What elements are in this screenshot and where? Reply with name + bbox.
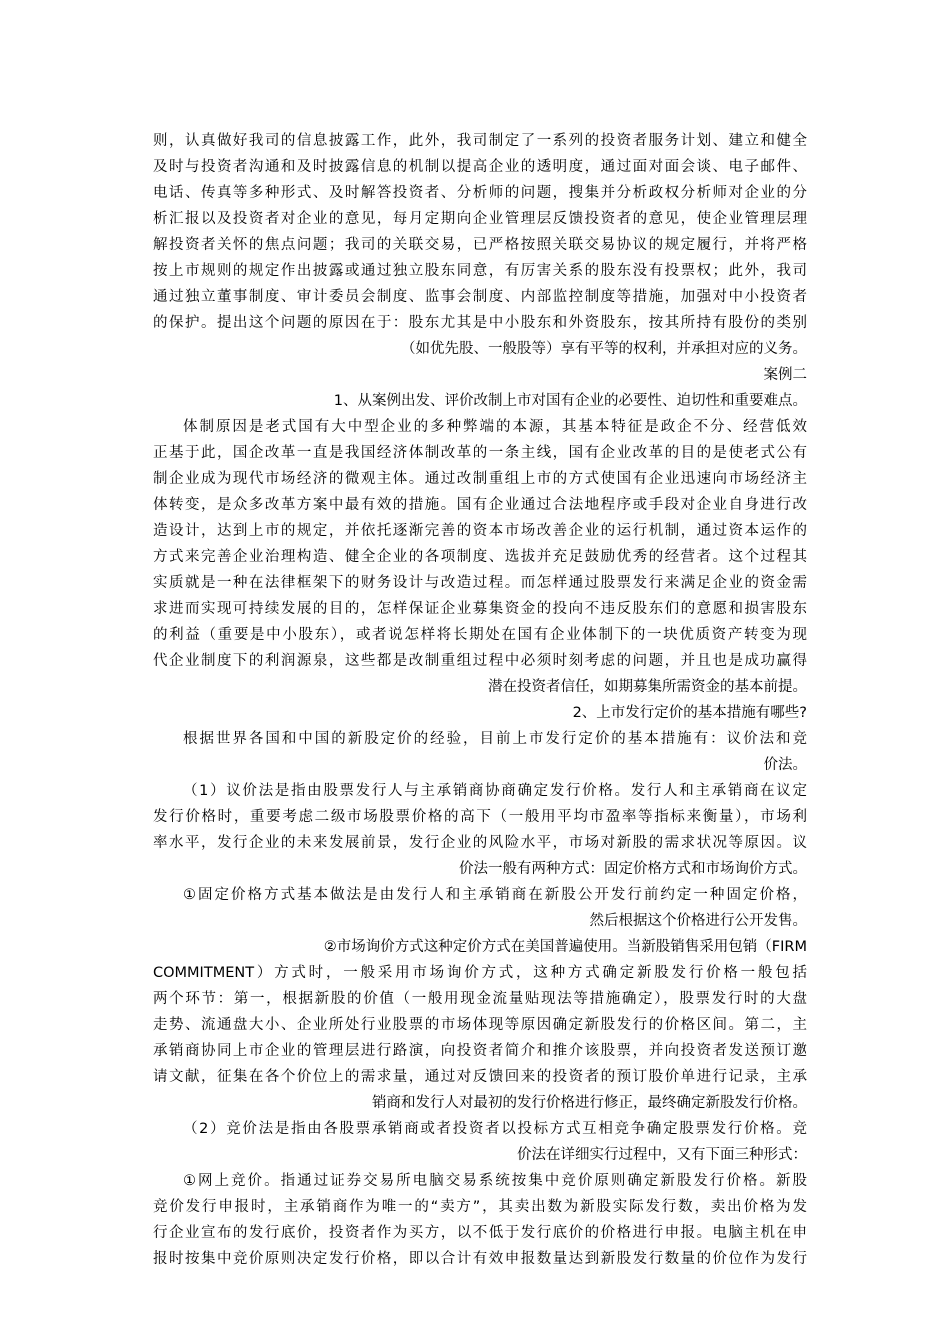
text-line: 走势、流通盘大小、企业所处行业股票的市场体现等原因确定新股发行的价格区间。第二，主 (153, 1017, 807, 1033)
text-line: 率水平，发行企业的未来发展前景，发行企业的风险水平，市场对新股的需求状况等原因。议 (153, 835, 807, 851)
text-line: ①固定价格方式基本做法是由发行人和主承销商在新股公开发行前约定一种固定价格， (183, 887, 807, 903)
text-line: 价法一般有两种方式：固定价格方式和市场询价方式。 (459, 861, 807, 877)
text-line: 价法。 (763, 757, 807, 773)
text-line: ①网上竞价。指通过证券交易所电脑交易系统按集中竞价原则确定新股发行价格。新股 (183, 1173, 807, 1189)
text-line: COMMITMENT）方式时，一般采用市场询价方式，这种方式确定新股发行价格一般包括 (153, 965, 807, 981)
text-line: 潜在投资者信任，如期募集所需资金的基本前提。 (488, 679, 807, 695)
text-line: 价法在详细实行过程中，又有下面三种形式： (517, 1147, 807, 1163)
text-line: 请文献，征集在各个价位上的需求量，通过对反馈回来的投资者的预订股价单进行记录，主承 (153, 1069, 807, 1085)
text-line: 报时按集中竞价原则决定发行价格，即以合计有效申报数量达到新股发行数量的价位作为发行 (153, 1251, 807, 1267)
text-line: 正基于此，国企改革一直是我国经济体制改革的一条主线，国有企业改革的目的是使老式公有 (153, 445, 807, 461)
text-line: 按上市规则的规定作出披露或通过独立股东同意，有厉害关系的股东没有投票权；此外，我司 (153, 263, 807, 279)
text-line: 的保护。提出这个问题的原因在于：股东尤其是中小股东和外资股东，按其所持有股份的类别 (153, 315, 807, 331)
text-line: 销商和发行人对最初的发行价格进行修正，最终确定新股发行价格。 (372, 1095, 807, 1111)
text-line: 行企业宣布的发行底价，投资者作为买方，以不低于发行底价的价格进行申报。电脑主机在申 (153, 1225, 807, 1241)
text-line: 造设计，达到上市的规定，并依托逐渐完善的资本市场改善企业的运行机制，通过资本运作的 (153, 523, 807, 539)
text-line: 解投资者关怀的焦点问题；我司的关联交易，已严格按照关联交易协议的规定履行，并将严格 (153, 237, 807, 253)
question-heading: 2、上市发行定价的基本措施有哪些? (572, 705, 807, 721)
text-line: 则，认真做好我司的信息披露工作，此外，我司制定了一系列的投资者服务计划、建立和健全 (153, 133, 807, 149)
text-line: 析汇报以及投资者对企业的意见，每月定期向企业管理层反馈投资者的意见，使企业管理层理 (153, 211, 807, 227)
text-line: 发行价格时，重要考虑二级市场股票价格的高下（一般用平均市盈率等指标来衡量），市场利 (153, 809, 807, 825)
text-line: 制企业成为现代市场经济的微观主体。通过改制重组上市的方式使国有企业迅速向市场经济主 (153, 471, 807, 487)
text-line: 体转变，是众多改革方案中最有效的措施。国有企业通过合法地程序或手段对企业自身进行改 (153, 497, 807, 513)
text-line: 通过独立董事制度、审计委员会制度、监事会制度、内部监控制度等措施，加强对中小投资者 (153, 289, 807, 305)
question-heading: 1、从案例出发、评价改制上市对国有企业的必要性、迫切性和重要难点。 (333, 393, 807, 409)
text-line: （1）议价法是指由股票发行人与主承销商协商确定发行价格。发行人和主承销商在议定 (183, 783, 807, 799)
text-line: 根据世界各国和中国的新股定价的经验，目前上市发行定价的基本措施有：议价法和竞 (183, 731, 807, 747)
text-line: （如优先股、一般股等）享有平等的权利，并承担对应的义务。 (401, 341, 807, 357)
text-line: 的利益（重要是中小股东），或者说怎样将长期处在国有企业体制下的一块优质资产转变为现 (153, 627, 807, 643)
text-line: ②市场询价方式这种定价方式在美国普遍使用。当新股销售采用包销（FIRM (323, 939, 807, 955)
text-line: 体制原因是老式国有大中型企业的多种弊端的本源，其基本特征是政企不分、经营低效 (183, 419, 807, 435)
text-line: 承销商协同上市企业的管理层进行路演，向投资者简介和推介该股票，并向投资者发送预订邀 (153, 1043, 807, 1059)
text-line: 方式来完善企业治理构造、健全企业的各项制度、选拔并充足鼓励优秀的经营者。这个过程其 (153, 549, 807, 565)
text-line: 实质就是一种在法律框架下的财务设计与改造过程。而怎样通过股票发行来满足企业的资金需 (153, 575, 807, 591)
text-line: 及时与投资者沟通和及时披露信息的机制以提高企业的透明度，通过面对面会谈、电子邮件、 (153, 159, 807, 175)
text-line: 然后根据这个价格进行公开发售。 (589, 913, 807, 929)
text-line: 竞价发行申报时，主承销商作为唯一的“卖方”，其卖出数为新股实际发行数，卖出价格为发 (153, 1199, 807, 1215)
text-line: （2）竞价法是指由各股票承销商或者投资者以投标方式互相竞争确定股票发行价格。竞 (183, 1121, 807, 1137)
section-heading: 案例二 (763, 367, 807, 383)
text-line: 求进而实现可持续发展的目的，怎样保证企业募集资金的投向不违反股东们的意愿和损害股东 (153, 601, 807, 617)
text-line: 电话、传真等多种形式、及时解答投资者、分析师的问题，搜集并分析政权分析师对企业的分 (153, 185, 807, 201)
text-line: 两个环节：第一，根据新股的价值（一般用现金流量贴现法等措施确定），股票发行时的大盘 (153, 991, 807, 1007)
text-line: 代企业制度下的利润源泉，这些都是改制重组过程中必须时刻考虑的问题，并且也是成功赢得 (153, 653, 807, 669)
